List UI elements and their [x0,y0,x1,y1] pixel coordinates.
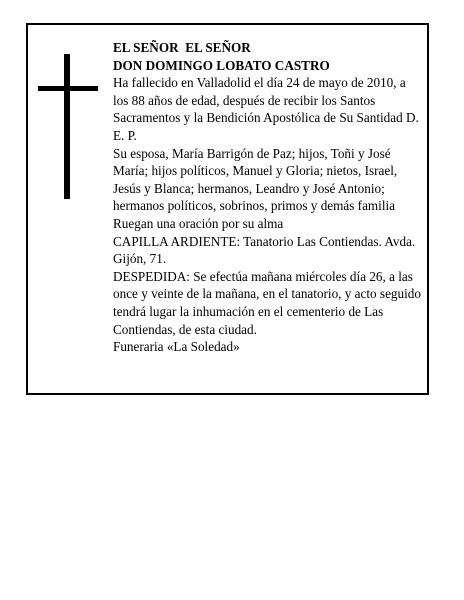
death-announcement: Ha fallecido en Valladolid el día 24 de mayo de 2010, a los 88 años de edad, después de recibir los Santos Sacramentos y la Bendición Apostólica de Su Santidad D. E. P. [113,75,419,143]
prayer-request: Ruegan una oración por su alma [113,215,284,231]
farewell-details: DESPEDIDA: Se efectúa mañana miércoles día 26, a las once y veinte de la mañana, en el tanatorio, y acto seguido tendrá lugar la inhumación en el cementerio de Las Contiendas, de esta ciudad. [113,268,421,337]
cross-horizontal-bar [38,86,98,91]
deceased-title: EL SEÑOR EL SEÑOR [113,40,251,55]
family-members: Su esposa, María Barrigón de Paz; hijos, Toñi y José María; hijos políticos, Manuel y Gloria; nietos, Israel, Jesús y Blanca; hermanos, Leandro y José Antonio; hermanos políticos, sobrinos, primos y demás familia [113,145,398,214]
cross-vertical-bar [64,54,70,199]
cross-icon [38,54,98,199]
funeral-home: Funeraria «La Soledad» [113,339,240,355]
obituary-text [113,39,423,356]
deceased-name: DON DOMINGO LOBATO CASTRO [113,57,330,73]
chapel-location: CAPILLA ARDIENTE: Tanatorio Las Contiendas. Avda. Gijón, 71. [113,233,416,267]
